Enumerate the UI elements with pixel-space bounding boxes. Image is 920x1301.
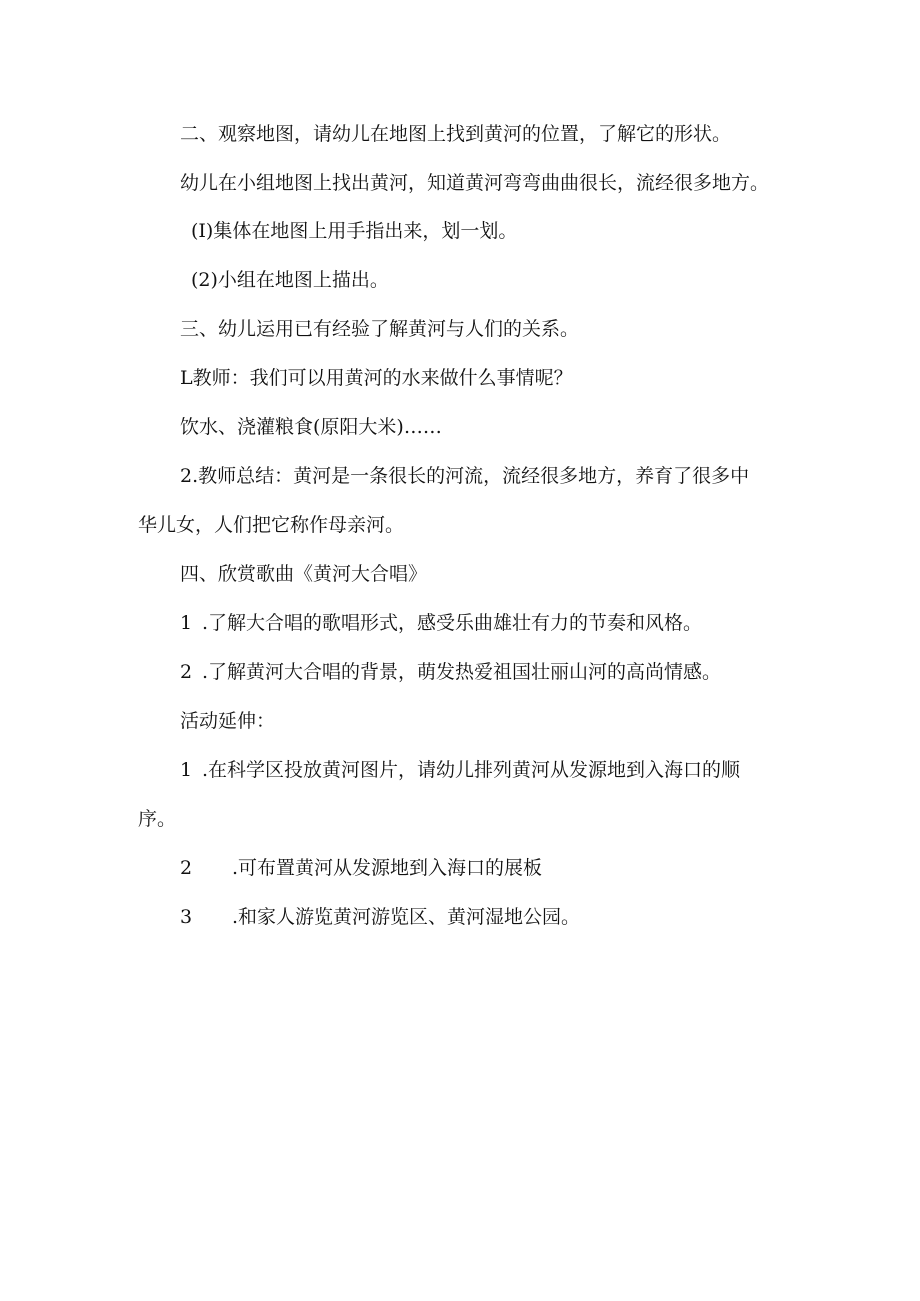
list-text: .在科学区投放黄河图片，请幼儿排列黄河从发源地到入海口的顺 — [202, 759, 741, 781]
list-text: .和家人游览黄河游览区、黄河湿地公园。 — [232, 906, 581, 928]
list-item-continuation: 序。 — [138, 808, 177, 830]
paragraph: 饮水、浇灌粮食(原阳大米)…… — [180, 416, 442, 438]
list-item — [180, 855, 542, 881]
list-item: L教师：我们可以用黄河的水来做什么事情呢？ — [180, 367, 573, 389]
list-text: .可布置黄河从发源地到入海口的展板 — [232, 857, 543, 879]
list-number: 3 — [180, 906, 193, 928]
section-heading-3: 三、幼儿运用已有经验了解黄河与人们的关系。 — [180, 318, 580, 340]
section-heading-extension: 活动延伸： — [180, 710, 276, 732]
list-number: 1 — [180, 612, 193, 634]
list-item — [180, 757, 740, 783]
list-item: (2)小组在地图上描出。 — [191, 269, 389, 291]
list-number: 2 — [180, 857, 193, 879]
section-heading-2: 二、观察地图，请幼儿在地图上找到黄河的位置，了解它的形状。 — [180, 123, 732, 145]
list-item-continuation: 华儿女，人们把它称作母亲河。 — [138, 514, 405, 536]
list-number: 1 — [180, 759, 193, 781]
list-item — [180, 904, 580, 930]
list-text: .了解黄河大合唱的背景，萌发热爱祖国壮丽山河的高尚情感。 — [202, 661, 722, 683]
list-number: 2 — [180, 661, 193, 683]
list-item — [180, 610, 702, 636]
list-text: .了解大合唱的歌唱形式，感受乐曲雄壮有力的节奏和风格。 — [202, 612, 703, 634]
list-item — [180, 659, 721, 685]
paragraph: 幼儿在小组地图上找出黄河，知道黄河弯弯曲曲很长，流经很多地方。 — [180, 172, 770, 194]
list-item: 2.教师总结：黄河是一条很长的河流，流经很多地方，养育了很多中 — [180, 465, 750, 487]
list-item: (I)集体在地图上用手指出来，划一划。 — [191, 220, 518, 242]
section-heading-4: 四、欣赏歌曲《黄河大合唱》 — [180, 563, 428, 585]
